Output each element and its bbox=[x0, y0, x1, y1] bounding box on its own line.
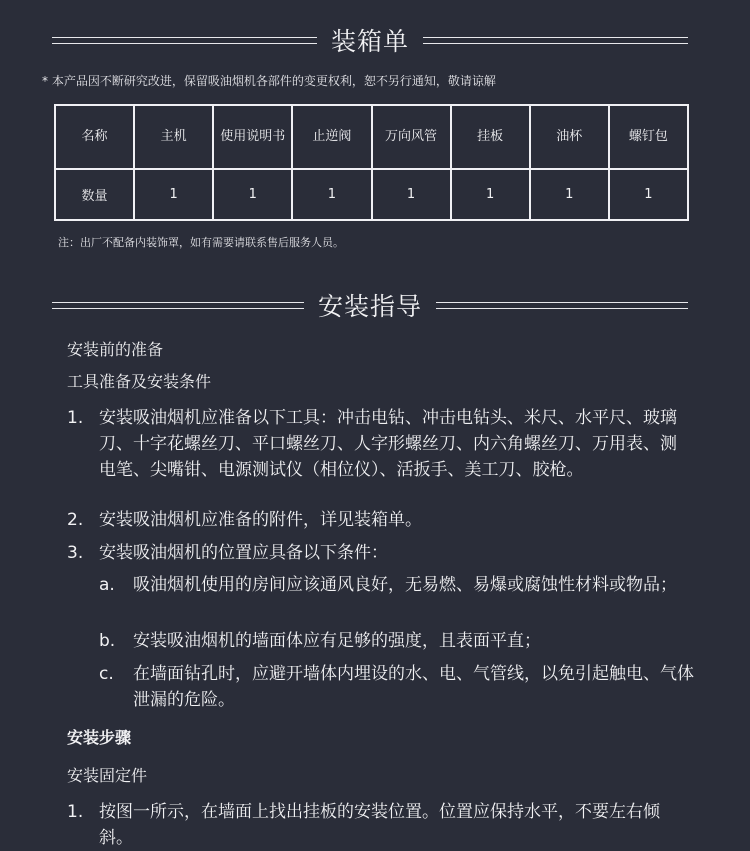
step-text: 按图一所示，在墙面上找出挂板的安装位置。位置应保持水平，不要左右倾斜。 bbox=[99, 802, 660, 848]
row-header-qty: 数量 bbox=[55, 169, 134, 220]
list-number: 3. bbox=[67, 543, 84, 563]
step-number: 1. bbox=[67, 802, 84, 822]
list-text: 安装吸油烟机应准备以下工具：冲击电钻、冲击电钻头、米尺、水平尺、玻璃刀、十字花螺丝刀、平口螺丝刀、人字形螺丝刀、内六角螺丝刀、万用表、测电笔、尖嘴钳、电源测试仪（相位仪）、活扳手、美工刀、胶枪。 bbox=[99, 408, 677, 480]
heading-rule-right bbox=[423, 37, 688, 44]
packing-list-title: 装箱单 bbox=[331, 27, 410, 56]
item-qty-cell: 1 bbox=[292, 169, 371, 220]
sub-list-letter: c. bbox=[99, 664, 114, 684]
heading-rule-left bbox=[52, 37, 317, 44]
item-qty-cell: 1 bbox=[213, 169, 292, 220]
table-row-quantities bbox=[55, 169, 688, 220]
list-item bbox=[67, 540, 687, 566]
list-item bbox=[67, 507, 687, 533]
list-text: 安装吸油烟机的位置应具备以下条件： bbox=[99, 543, 388, 563]
sub-list-text: 吸油烟机使用的房间应该通风良好，无易燃、易爆或腐蚀性材料或物品； bbox=[133, 575, 677, 595]
packing-list-heading bbox=[52, 22, 688, 58]
item-qty-cell: 1 bbox=[530, 169, 609, 220]
tools-heading: 工具准备及安装条件 bbox=[67, 372, 212, 391]
item-qty-cell: 1 bbox=[451, 169, 530, 220]
item-qty-cell: 1 bbox=[134, 169, 213, 220]
item-name-cell: 油杯 bbox=[530, 105, 609, 169]
heading-rule-right bbox=[436, 302, 688, 309]
item-qty-cell: 1 bbox=[609, 169, 688, 220]
list-item bbox=[67, 405, 687, 483]
prep-heading: 安装前的准备 bbox=[67, 340, 164, 359]
step-item bbox=[67, 799, 687, 851]
item-name-cell: 使用说明书 bbox=[213, 105, 292, 169]
sub-list-item bbox=[99, 661, 695, 713]
disclaimer-note: * 本产品因不断研究改进，保留吸油烟机各部件的变更权利，恕不另行通知，敬请谅解 bbox=[42, 74, 496, 88]
sub-list-letter: a. bbox=[99, 575, 115, 595]
packing-list-table bbox=[54, 104, 689, 221]
heading-rule-left bbox=[52, 302, 304, 309]
steps-heading: 安装步骤 bbox=[67, 728, 132, 747]
install-guide-heading bbox=[52, 287, 688, 323]
item-name-cell: 主机 bbox=[134, 105, 213, 169]
sub-list-text: 在墙面钻孔时，应避开墙体内埋设的水、电、气管线，以免引起触电、气体泄漏的危险。 bbox=[133, 664, 694, 710]
fix-heading: 安装固定件 bbox=[67, 766, 148, 785]
install-guide-title: 安装指导 bbox=[318, 292, 423, 321]
item-name-cell: 万向风管 bbox=[372, 105, 451, 169]
sub-list-text: 安装吸油烟机的墙面体应有足够的强度，且表面平直； bbox=[133, 631, 541, 651]
item-name-cell: 挂板 bbox=[451, 105, 530, 169]
item-name-cell: 止逆阀 bbox=[292, 105, 371, 169]
table-row-names bbox=[55, 105, 688, 169]
list-number: 2. bbox=[67, 510, 84, 530]
sub-list-letter: b. bbox=[99, 631, 116, 651]
item-name-cell: 螺钉包 bbox=[609, 105, 688, 169]
list-number: 1. bbox=[67, 408, 84, 428]
item-qty-cell: 1 bbox=[372, 169, 451, 220]
row-header-name: 名称 bbox=[55, 105, 134, 169]
list-text: 安装吸油烟机应准备的附件，详见装箱单。 bbox=[99, 510, 422, 530]
sub-list-item bbox=[99, 628, 695, 654]
sub-list-item bbox=[99, 572, 695, 598]
packing-footnote: 注：出厂不配备内装饰罩，如有需要请联系售后服务人员。 bbox=[58, 236, 344, 249]
